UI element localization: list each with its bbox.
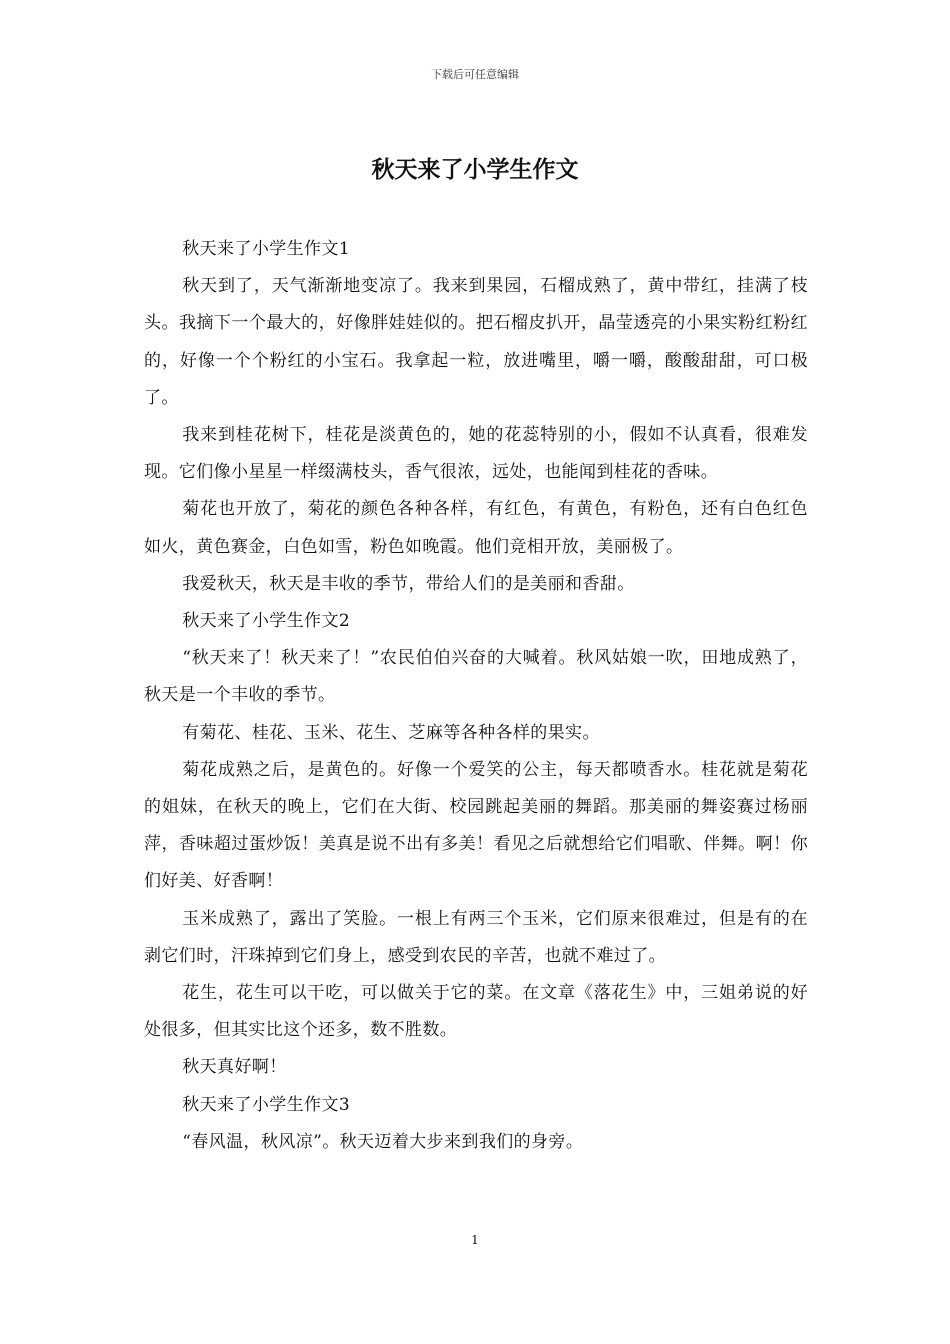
document-body <box>144 231 808 1161</box>
paragraph: “秋天来了！秋天来了！”农民伯伯兴奋的大喊着。秋风姑娘一吹，田地成熟了，秋天是一个丰收的季节。 <box>144 648 808 706</box>
paragraph: 菊花成熟之后，是黄色的。好像一个爱笑的公主，每天都喷香水。桂花就是菊花的姐妹，在秋天的晚上，它们在大街、校园跳起美丽的舞蹈。那美丽的舞姿赛过杨丽萍，香味超过蛋炒饭！美真是说不出有多美！看见之后就想给它们唱歌、伴舞。啊！你们好美、好香啊！ <box>144 759 808 892</box>
paragraph: 我来到桂花树下，桂花是淡黄色的，她的花蕊特别的小，假如不认真看，很难发现。它们像小星星一样缀满枝头，香气很浓，远处，也能闻到桂花的香味。 <box>144 425 808 483</box>
section-heading-1: 秋天来了小学生作文1 <box>182 239 351 259</box>
section-heading-2: 秋天来了小学生作文2 <box>182 611 351 632</box>
paragraph: 秋天真好啊！ <box>182 1057 287 1078</box>
paragraph: 菊花也开放了，菊花的颜色各种各样，有红色，有黄色，有粉色，还有白色红色如火，黄色赛金，白色如雪，粉色如晚霞。他们竞相开放，美丽极了。 <box>144 499 808 557</box>
paragraph: 花生，花生可以干吃，可以做关于它的菜。在文章《落花生》中，三姐弟说的好处很多，但其实比这个还多，数不胜数。 <box>144 983 808 1041</box>
paragraph: 我爱秋天，秋天是丰收的季节，带给人们的是美丽和香甜。 <box>182 573 635 594</box>
paragraph: 秋天到了，天气渐渐地变凉了。我来到果园，石榴成熟了，黄中带红，挂满了枝头。我摘下一个最大的，好像胖娃娃似的。把石榴皮扒开，晶莹透亮的小果实粉红粉红的，好像一个个粉红的小宝石。我拿起一粒，放进嘴里，嚼一嚼，酸酸甜甜，可口极了。 <box>144 276 808 408</box>
page-number: 1 <box>471 1233 479 1247</box>
paragraph: 玉米成熟了，露出了笑脸。一根上有两三个玉米，它们原来很难过，但是有的在剥它们时，汗珠掉到它们身上，感受到农民的辛苦，也就不难过了。 <box>144 908 808 966</box>
document-title: 秋天来了小学生作文 <box>371 156 579 183</box>
paragraph: “春风温，秋风凉”。秋天迈着大步来到我们的身旁。 <box>182 1131 584 1152</box>
paragraph: 有菊花、桂花、玉米、花生、芝麻等各种各样的果实。 <box>182 722 600 743</box>
section-heading-3: 秋天来了小学生作文3 <box>182 1094 351 1115</box>
header-note: 下载后可任意编辑 <box>431 68 519 81</box>
